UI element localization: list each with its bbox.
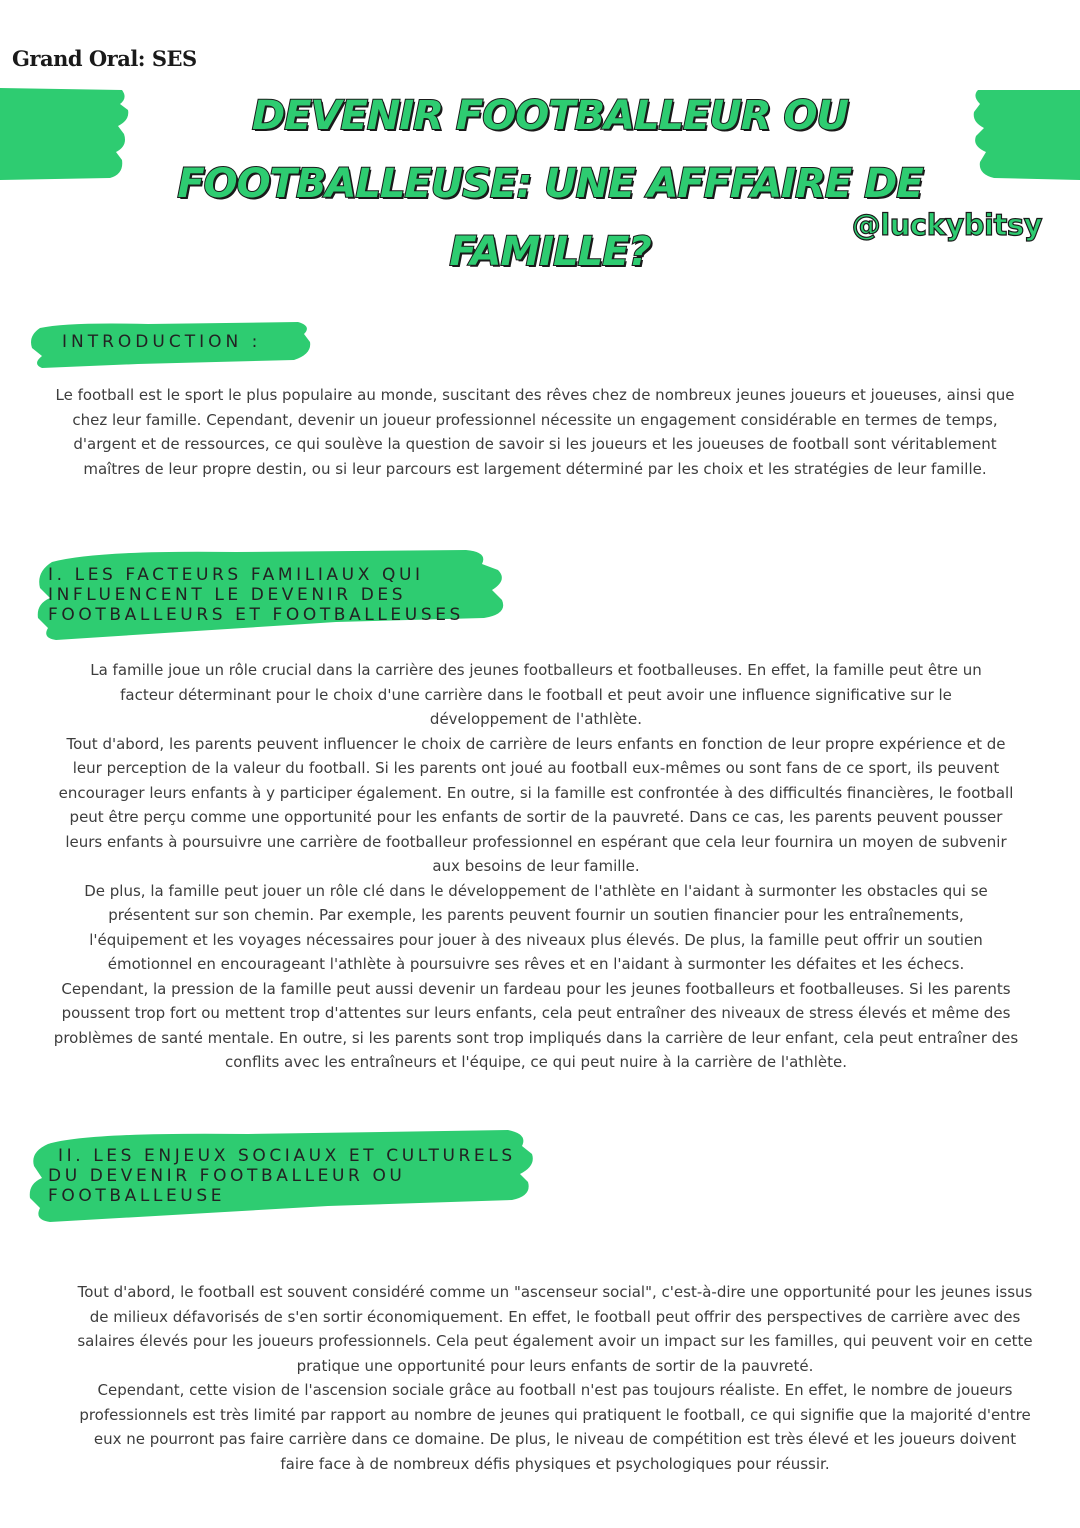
document-title: [150, 82, 950, 286]
intro-heading: INTRODUCTION :: [62, 332, 262, 352]
part1-heading: [48, 565, 464, 625]
part2-heading-line-1: II. LES ENJEUX SOCIAUX ET CULTURELS: [58, 1146, 516, 1166]
part2-heading: [48, 1146, 516, 1206]
subject-label: Grand Oral: SES: [12, 46, 197, 71]
intro-paragraph: Le football est le sport le plus populaire au monde, suscitant des rêves chez de nombreux jeunes joueurs et joueuses, ainsi que chez leur famille. Cependant, devenir un joueur professionnel nécessite un engagement considérable en termes de temps, d'argent et de ressources, ce qui soulève la question de savoir si les joueurs et les joueuses de football sont véritablement maîtres de leur propre destin, ou si leur parcours est largement déterminé par les choix et les stratégies de leur famille.: [55, 386, 1015, 478]
part1-paragraph-4: Cependant, la pression de la famille peut aussi devenir un fardeau pour les jeunes footballeurs et footballeuses. Si les parents poussent trop fort ou mettent trop d'attentes sur leurs enfants, cela peut entraîner des niveaux de stress élevés et même des problèmes de santé mentale. En outre, si les parents sont trop impliqués dans la carrière de leur enfant, cela peut entraîner des conflits avec les entraîneurs et l'équipe, ce qui peut nuire à la carrière de l'athlète.: [53, 979, 1019, 1071]
part1-paragraph-3: De plus, la famille peut jouer un rôle clé dans le développement de l'athlète en l'aidant à surmonter les obstacles qui se présentent sur son chemin. Par exemple, les parents peuvent fournir un soutien financier pour les entraînements, l'équipement et les voyages nécessaires pour jouer à des niveaux plus élevés. De plus, la famille peut offrir un soutien émotionnel en encourageant l'athlète à poursuivre ses rêves et en l'aidant à surmonter les défaites et les échecs.: [84, 881, 988, 973]
left-brush-decoration: [0, 86, 130, 182]
part2-heading-line-2: DU DEVENIR FOOTBALLEUR OU: [48, 1166, 406, 1186]
title-line-1: DEVENIR FOOTBALLEUR OU: [252, 93, 848, 139]
part2-body: [66, 1280, 1044, 1476]
part1-heading-line-1: I. LES FACTEURS FAMILIAUX QUI: [48, 565, 424, 585]
title-line-3: FAMILLE?: [449, 229, 651, 275]
part1-paragraph-2: Tout d'abord, les parents peuvent influencer le choix de carrière de leurs enfants en fonction de leur propre expérience et de leur perception de la valeur du football. Si les parents ont joué au football eux-mêmes ou sont fans de ce sport, ils peuvent encourager leurs enfants à y participer également. En outre, si la famille est confrontée à des difficultés financières, le football peut être perçu comme une opportunité pour les enfants de sortir de la pauvreté. Dans ce cas, les parents peuvent pousser leurs enfants à poursuivre une carrière de footballeur professionnel en espérant que cela leur fournira un moyen de subvenir aux besoins de leur famille.: [58, 734, 1014, 875]
part1-paragraph-1: La famille joue un rôle crucial dans la carrière des jeunes footballeurs et footballeuses. En effet, la famille peut être un facteur déterminant pour le choix d'une carrière dans le football et peut avoir une influence significative sur le développement de l'athlète.: [90, 661, 982, 728]
part1-heading-line-3: FOOTBALLEURS ET FOOTBALLEUSES: [48, 605, 464, 625]
title-line-2: FOOTBALLEUSE: UNE AFFFAIRE DE: [177, 161, 923, 207]
part1-heading-line-2: INFLUENCENT LE DEVENIR DES: [48, 585, 407, 605]
part2-paragraph-1: Tout d'abord, le football est souvent considéré comme un "ascenseur social", c'est-à-dire une opportunité pour les jeunes issus de milieux défavorisés de s'en sortir économiquement. En effet, le football peut offrir des perspectives de carrière avec des salaires élevés pour les joueurs professionnels. Cela peut également avoir un impact sur les familles, qui peuvent voir en cette pratique une opportunité pour leurs enfants de sortir de la pauvreté.: [77, 1283, 1033, 1375]
part2-paragraph-2: Cependant, cette vision de l'ascension sociale grâce au football n'est pas toujours réaliste. En effet, le nombre de joueurs professionnels est très limité par rapport au nombre de jeunes qui pratiquent le football, ce qui signifie que la majorité d'entre eux ne pourront pas faire carrière dans ce domaine. De plus, le niveau de compétition est très élevé et les joueurs doivent faire face à de nombreux défis physiques et psychologiques pour réussir.: [79, 1381, 1031, 1473]
right-brush-decoration: [972, 86, 1080, 182]
author-handle: @luckybitsy: [851, 208, 1042, 242]
part2-heading-line-3: FOOTBALLEUSE: [48, 1186, 226, 1206]
part1-body: [50, 658, 1022, 1075]
